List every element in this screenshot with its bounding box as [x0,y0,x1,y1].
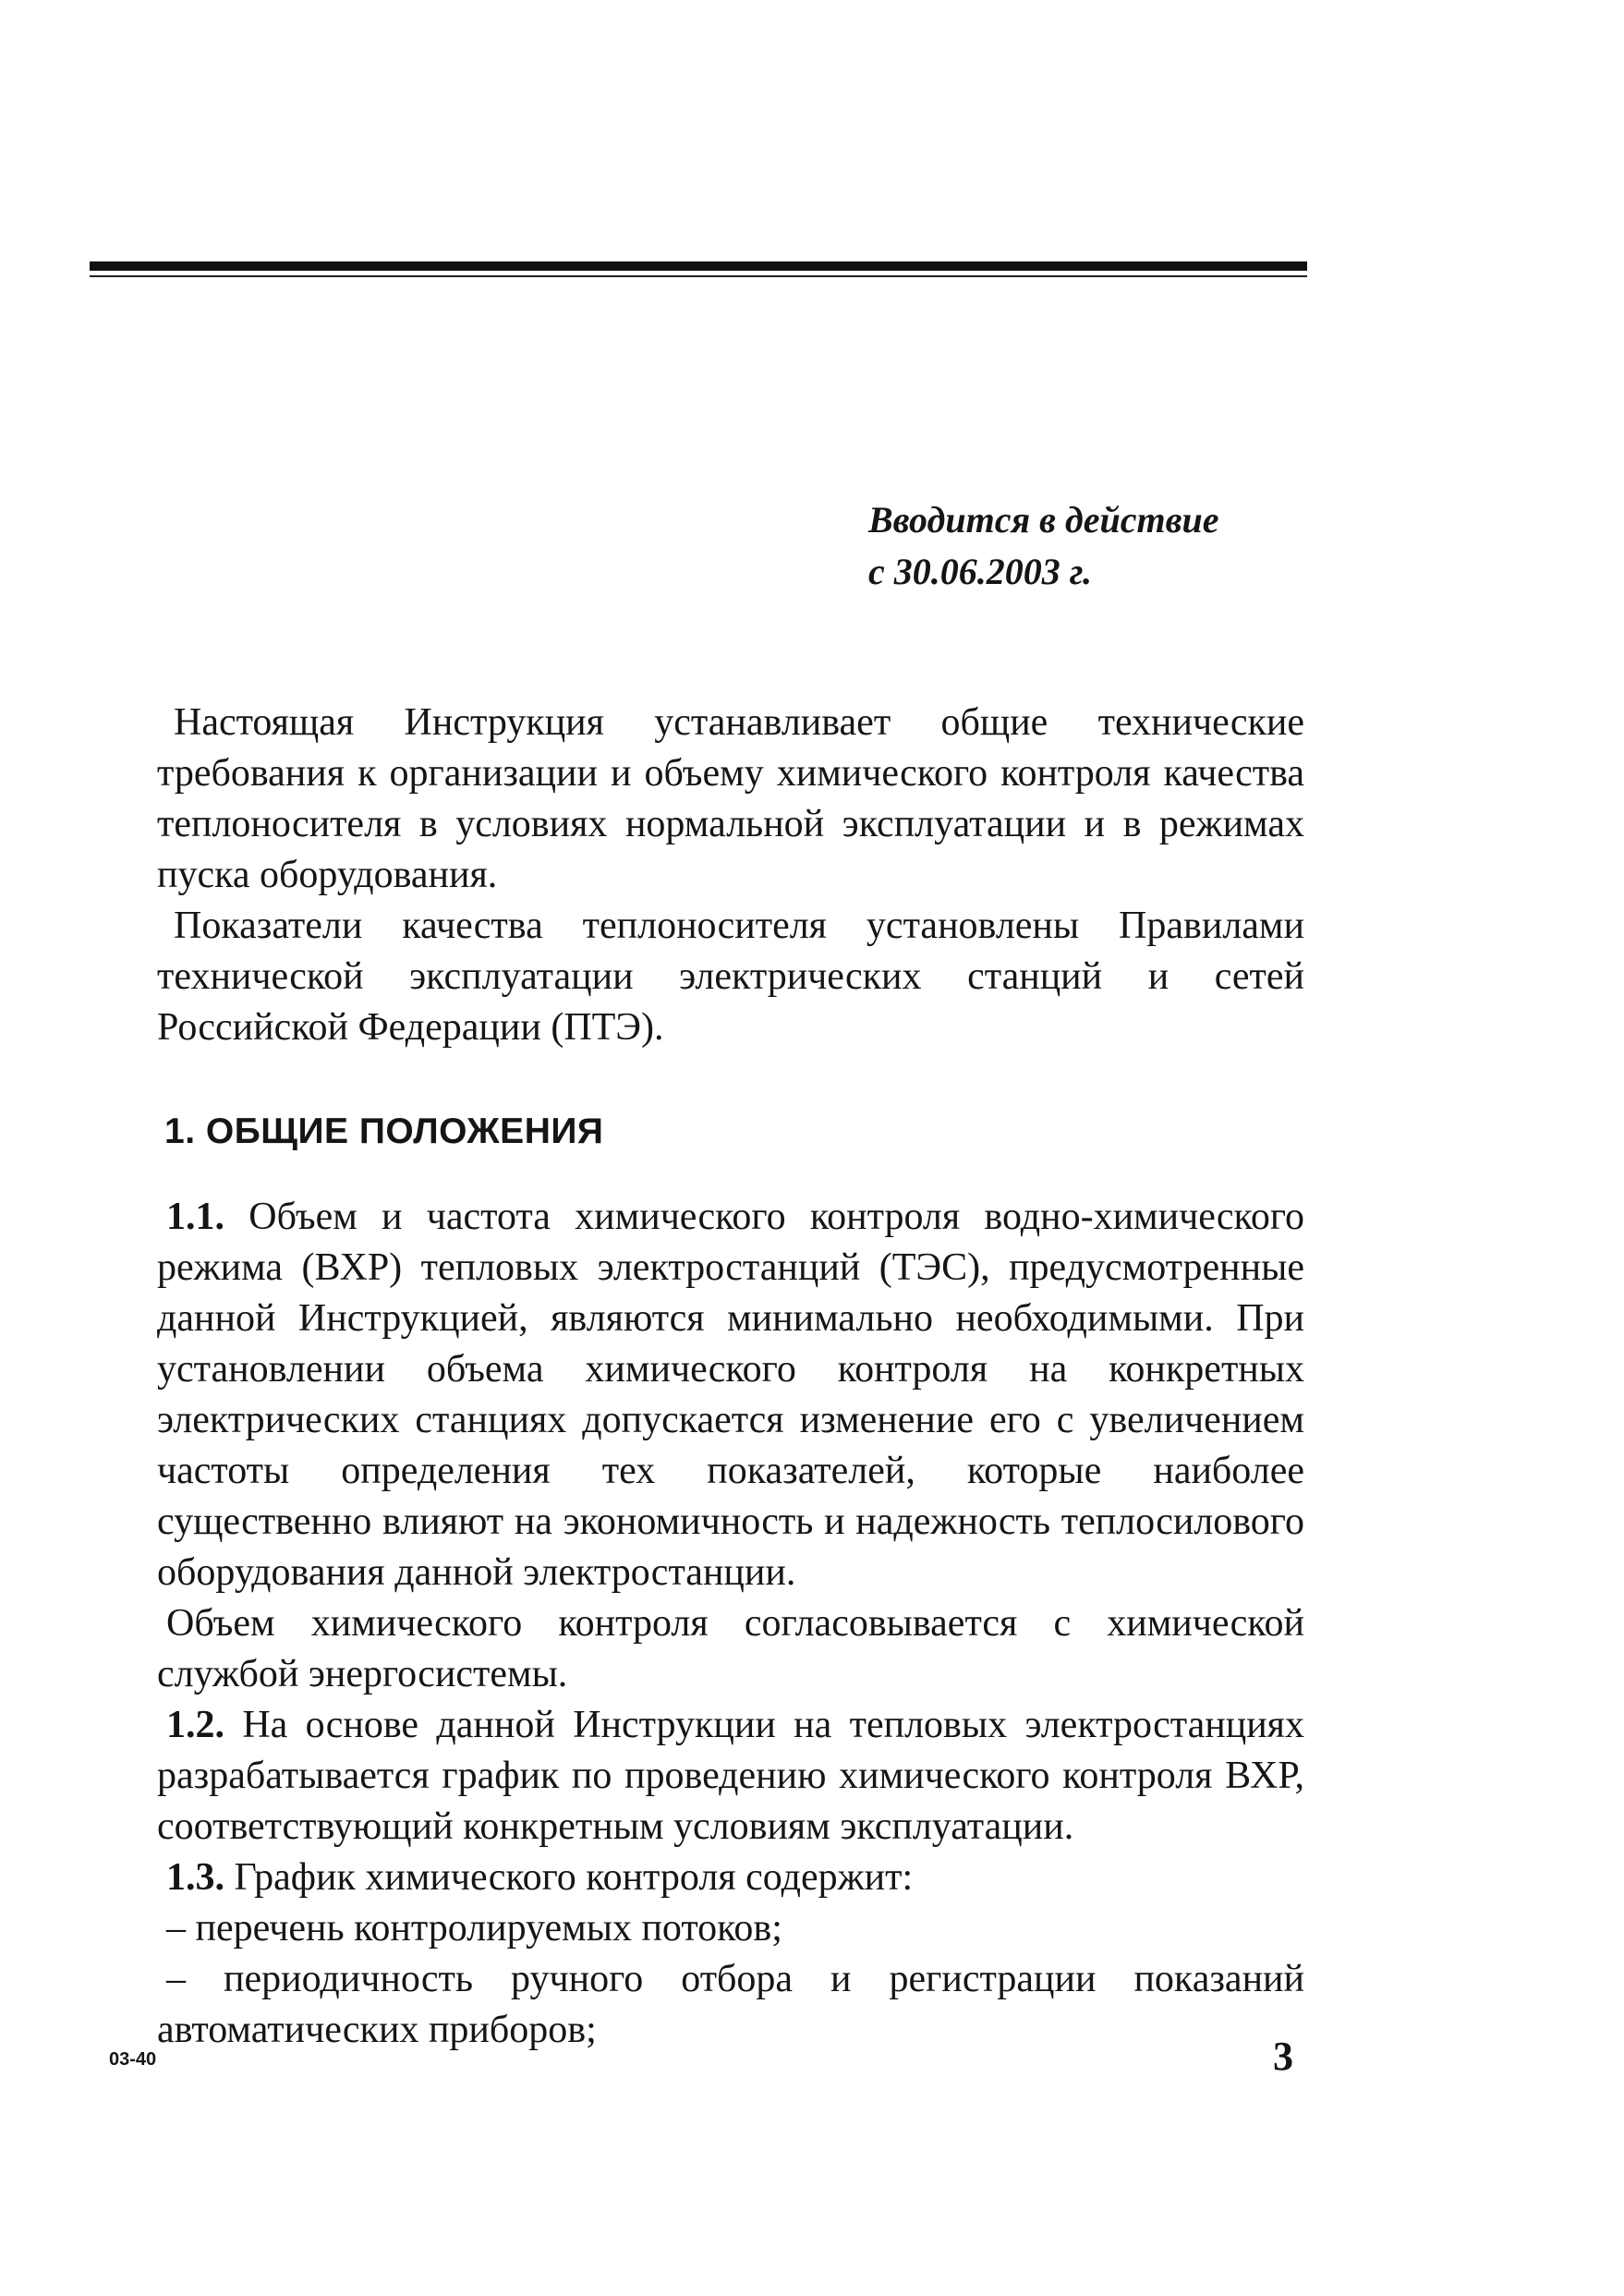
list-item-1 [157,1903,1304,1954]
clause-1-3 [157,1853,1304,1903]
clause-1-1-continued-text: Объем химического контроля согласовывается с химической службой энергосистемы. [157,1602,1304,1695]
header-rule-thick [90,261,1307,271]
intro-paragraph-1 [157,698,1304,901]
clause-1-1-continued [157,1598,1304,1700]
effective-date-note [868,494,1219,598]
header-rule-thin [90,275,1307,277]
clause-1-1 [157,1192,1304,1598]
list-item-1-text: – перечень контролируемых потоков; [166,1907,782,1950]
effective-line-2: с 30.06.2003 г. [868,551,1092,592]
list-item-2-text: – периодичность ручного отбора и регистрации показаний автоматических приборов; [157,1958,1304,2051]
clause-1-1-text: Объем и частота химического контроля водно-химического режима (ВХР) тепловых электростанций (ТЭС), предусмотренные данной Инструкцией, являются минимально необходимыми. При установлении объема химического контроля на конкретных электрических станциях допускается изменение его с увеличением частоты определения тех показателей, которые наиболее существенно влияют на экономичность и надежность теплосилового оборудования данной электростанции. [157,1196,1304,1594]
footer-code: 03-40 [109,2049,157,2070]
section-title: 1. ОБЩИЕ ПОЛОЖЕНИЯ [164,1112,604,1151]
clause-1-1-number: 1.1. [166,1196,224,1238]
intro-paragraph-2-text: Показатели качества теплоносителя установлены Правилами технической эксплуатации электрических станций и сетей Российской Федерации (ПТЭ). [157,905,1304,1049]
section-body [157,1192,1304,2056]
clause-1-2-text: На основе данной Инструкции на тепловых электростанциях разрабатывается график по проведению химического контроля ВХР, соответствующий конкретным условиям эксплуатации. [157,1704,1304,1848]
clause-1-3-number: 1.3. [166,1856,224,1899]
intro-paragraph-2 [157,901,1304,1053]
list-item-2 [157,1954,1304,2056]
intro-paragraph-1-text: Настоящая Инструкция устанавливает общие технические требования к организации и объему химического контроля качества теплоносителя в условиях нормальной эксплуатации и в режимах пуска оборудования. [157,701,1304,896]
page-number: 3 [1273,2034,1293,2079]
clause-1-3-text: График химического контроля содержит: [224,1856,914,1899]
intro-text [157,698,1304,1053]
effective-line-1: Вводится в действие [868,499,1219,541]
clause-1-2-number: 1.2. [166,1704,224,1746]
clause-1-2 [157,1700,1304,1853]
